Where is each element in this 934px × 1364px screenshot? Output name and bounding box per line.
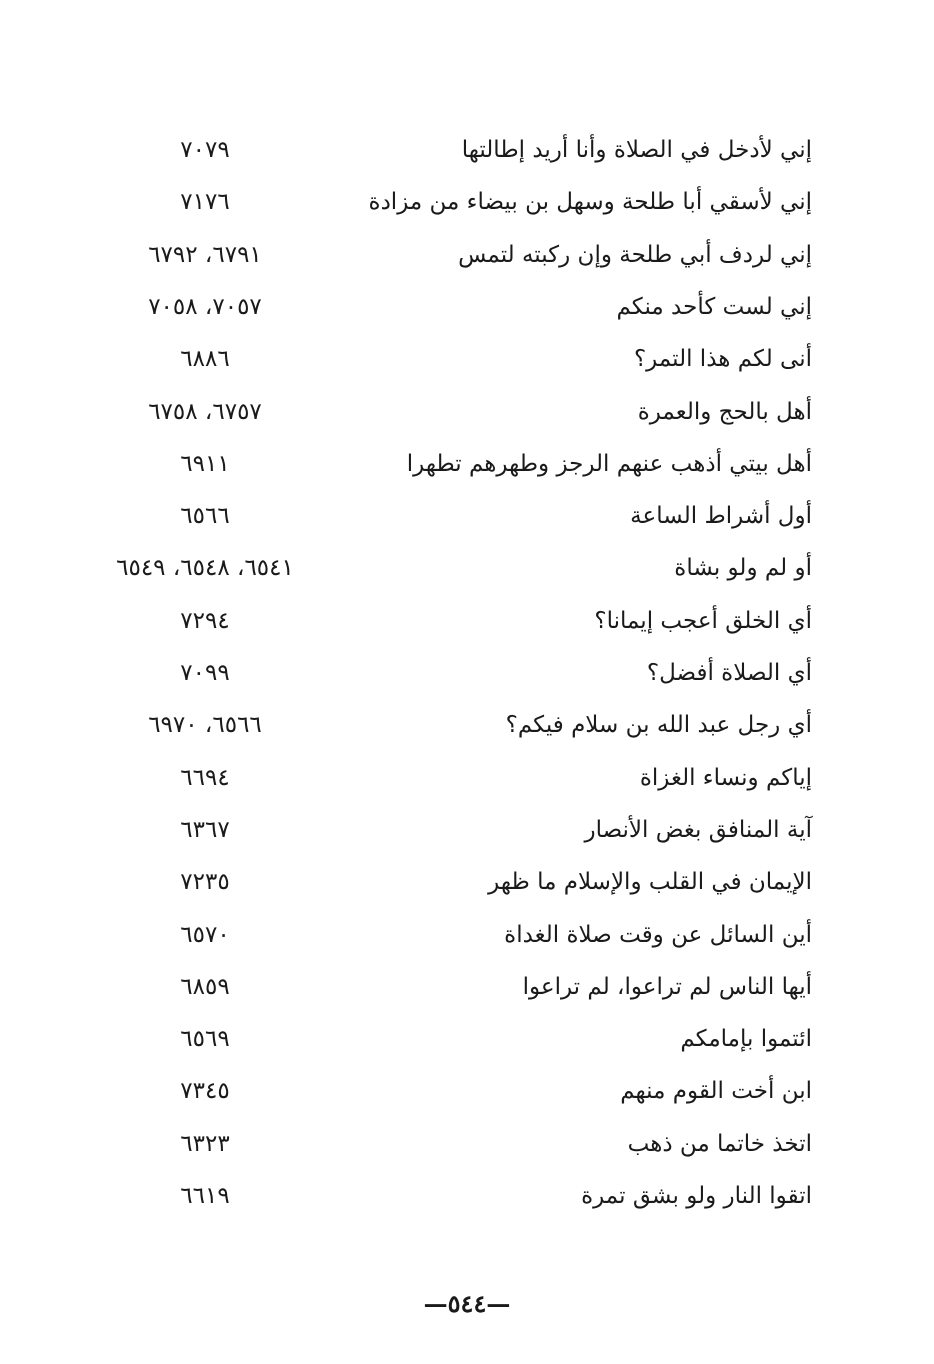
- hadith-text: أو لم ولو بشاة: [674, 555, 812, 582]
- hadith-numbers: ٧٢٩٤: [180, 607, 230, 634]
- hadith-numbers: ٧٠٩٩: [180, 660, 230, 686]
- index-entry: [0, 961, 934, 1013]
- hadith-text: إني لأدخل في الصلاة وأنا أريد إطالتها: [461, 137, 812, 163]
- index-entry: [0, 1170, 934, 1222]
- hadith-numbers: ٧١٧٦: [180, 189, 230, 216]
- hadith-numbers: ٦٦١٩: [180, 1183, 230, 1209]
- hadith-numbers: ٦٦٩٤: [180, 764, 230, 791]
- hadith-text: ائتموا بإمامكم: [680, 1026, 812, 1053]
- index-entry: [0, 647, 934, 699]
- hadith-text: اتقوا النار ولو بشق تمرة: [581, 1183, 812, 1209]
- index-entry: [0, 542, 934, 594]
- index-entry: [0, 281, 934, 333]
- hadith-text: إني لردف أبي طلحة وإن ركبته لتمس: [458, 241, 812, 268]
- index-entry: [0, 176, 934, 228]
- hadith-numbers: ٧٢٣٥: [180, 869, 230, 896]
- hadith-numbers: ٦٨٨٦: [180, 346, 230, 373]
- hadith-text: أي الصلاة أفضل؟: [646, 660, 812, 686]
- index-entry: [0, 490, 934, 542]
- hadith-text: أنى لكم هذا التمر؟: [633, 346, 812, 373]
- index-entry: [0, 1013, 934, 1065]
- hadith-numbers: ٦٥٦٦، ٦٩٧٠: [148, 712, 262, 739]
- index-entry: [0, 386, 934, 438]
- hadith-text: أين السائل عن وقت صلاة الغداة: [504, 921, 812, 948]
- hadith-text: ابن أخت القوم منهم: [620, 1078, 812, 1105]
- hadith-numbers: ٧٣٤٥: [180, 1078, 230, 1105]
- hadith-numbers: ٦٨٥٩: [180, 973, 230, 1000]
- index-entry: [0, 595, 934, 647]
- index-entry: [0, 1065, 934, 1117]
- index-entry: [0, 909, 934, 961]
- hadith-text: إني لست كأحد منكم: [616, 293, 812, 320]
- hadith-numbers: ٦٥٤١، ٦٥٤٨، ٦٥٤٩: [116, 555, 294, 582]
- index-entry: [0, 752, 934, 804]
- hadith-text: أهل بيتي أذهب عنهم الرجز وطهرهم تطهرا: [406, 450, 812, 477]
- hadith-text: إني لأسقي أبا طلحة وسهل بن بيضاء من مزادة: [368, 189, 812, 216]
- hadith-numbers: ٦٣٦٧: [180, 816, 230, 843]
- index-entry: [0, 804, 934, 856]
- hadith-text: أي الخلق أعجب إيمانا؟: [594, 607, 812, 634]
- index-entry: [0, 333, 934, 385]
- hadith-numbers: ٦٧٥٧، ٦٧٥٨: [148, 398, 262, 425]
- hadith-numbers: ٦٩١١: [180, 450, 230, 477]
- hadith-text: أيها الناس لم تراعوا، لم تراعوا: [522, 973, 812, 1000]
- index-entry: [0, 124, 934, 176]
- hadith-numbers: ٦٥٦٩: [180, 1026, 230, 1053]
- hadith-text: الإيمان في القلب والإسلام ما ظهر: [488, 869, 812, 896]
- index-entry: [0, 438, 934, 490]
- index-entry: [0, 699, 934, 751]
- hadith-text: أهل بالحج والعمرة: [637, 398, 812, 425]
- hadith-text: آية المنافق بغض الأنصار: [584, 816, 812, 843]
- hadith-numbers: ٦٥٦٦: [180, 503, 230, 530]
- hadith-numbers: ٦٧٩١، ٦٧٩٢: [148, 241, 262, 268]
- index-entry: [0, 856, 934, 908]
- hadith-numbers: ٧٠٧٩: [180, 137, 230, 163]
- hadith-text: أول أشراط الساعة: [630, 503, 812, 530]
- hadith-text: اتخذ خاتما من ذهب: [627, 1130, 812, 1157]
- index-entry: [0, 229, 934, 281]
- hadith-numbers: ٦٥٧٠: [180, 921, 230, 948]
- hadith-numbers: ٧٠٥٧، ٧٠٥٨: [148, 293, 262, 320]
- page-number: —٥٤٤—: [423, 1289, 511, 1318]
- hadith-text: أي رجل عبد الله بن سلام فيكم؟: [505, 712, 812, 739]
- hadith-text: إياكم ونساء الغزاة: [639, 764, 812, 791]
- index-entry: [0, 1118, 934, 1170]
- hadith-numbers: ٦٣٢٣: [180, 1130, 230, 1157]
